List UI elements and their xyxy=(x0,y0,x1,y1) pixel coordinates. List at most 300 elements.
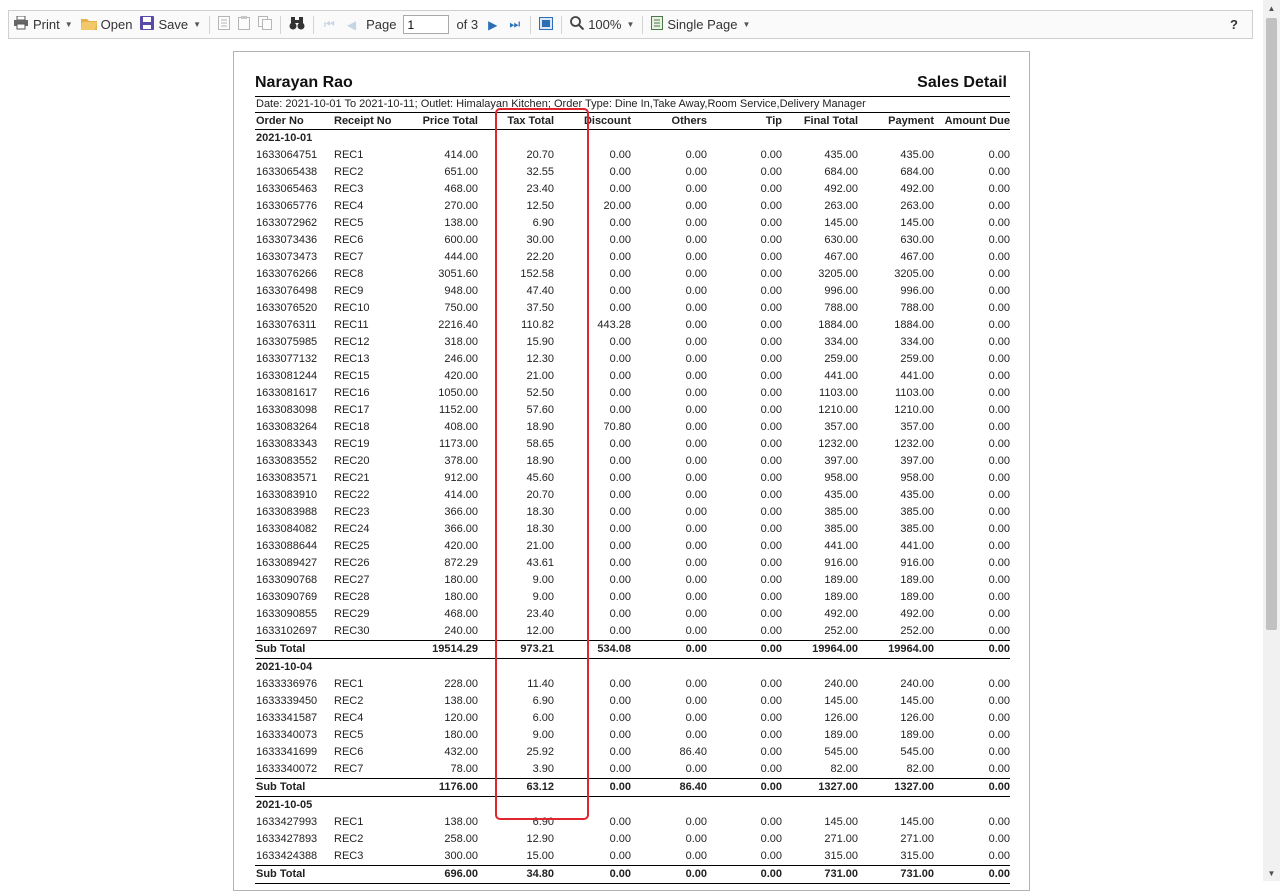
table-cell: 1633065438 xyxy=(256,166,318,178)
table-cell: 0.00 xyxy=(760,833,782,845)
table-row xyxy=(255,402,1010,419)
table-cell: REC26 xyxy=(334,557,370,569)
subtotal-cell: 696.00 xyxy=(407,866,478,884)
table-cell: 0.00 xyxy=(685,763,707,775)
table-cell: 916.00 xyxy=(824,557,858,569)
table-cell: 492.00 xyxy=(900,183,934,195)
table-cell: 0.00 xyxy=(988,506,1010,518)
subtotal-cell: 731.00 xyxy=(782,866,858,884)
table-cell: 1633076498 xyxy=(256,285,318,297)
table-cell: 0.00 xyxy=(760,183,782,195)
table-cell: 0.00 xyxy=(760,489,782,501)
table-cell: 1633090768 xyxy=(256,574,318,586)
table-cell: 0.00 xyxy=(760,404,782,416)
table-cell: 0.00 xyxy=(988,404,1010,416)
table-cell: 397.00 xyxy=(824,455,858,467)
group-date: 2021-10-01 xyxy=(256,132,313,144)
subtotal-cell: 19514.29 xyxy=(407,641,478,659)
table-cell: REC7 xyxy=(334,763,364,775)
table-cell: REC6 xyxy=(334,234,364,246)
table-cell: 318.00 xyxy=(444,336,478,348)
table-cell: 0.00 xyxy=(988,183,1010,195)
table-cell: 0.00 xyxy=(988,833,1010,845)
page-number-input[interactable] xyxy=(403,15,449,34)
table-cell: 366.00 xyxy=(444,506,478,518)
table-cell: 271.00 xyxy=(824,833,858,845)
table-cell: 78.00 xyxy=(450,763,478,775)
table-cell: 357.00 xyxy=(824,421,858,433)
table-cell: 0.00 xyxy=(685,850,707,862)
table-cell: 0.00 xyxy=(609,472,631,484)
table-cell: 0.00 xyxy=(988,438,1010,450)
table-cell: 11.40 xyxy=(527,678,554,690)
table-cell: 420.00 xyxy=(444,540,478,552)
table-cell: 1633083571 xyxy=(256,472,318,484)
table-cell: 468.00 xyxy=(444,183,478,195)
table-cell: 1633081244 xyxy=(256,370,318,382)
table-cell: 0.00 xyxy=(760,387,782,399)
table-cell: 0.00 xyxy=(609,353,631,365)
table-cell: 0.00 xyxy=(685,319,707,331)
table-cell: 1210.00 xyxy=(818,404,858,416)
table-cell: 0.00 xyxy=(609,438,631,450)
table-cell: 432.00 xyxy=(444,746,478,758)
table-cell: 958.00 xyxy=(900,472,934,484)
table-cell: 0.00 xyxy=(685,678,707,690)
table-cell: 1633065776 xyxy=(256,200,318,212)
subtotal-cell: 19964.00 xyxy=(858,641,934,659)
table-row xyxy=(255,504,1010,521)
table-cell: 0.00 xyxy=(609,489,631,501)
table-cell: 0.00 xyxy=(988,695,1010,707)
table-cell: 126.00 xyxy=(900,712,934,724)
subtotal-cell: 0.00 xyxy=(707,866,782,884)
table-cell: 0.00 xyxy=(760,234,782,246)
table-cell: 2216.40 xyxy=(438,319,478,331)
table-cell: 0.00 xyxy=(685,251,707,263)
table-cell: 0.00 xyxy=(760,438,782,450)
table-cell: 467.00 xyxy=(900,251,934,263)
table-cell: 0.00 xyxy=(609,523,631,535)
table-cell: REC19 xyxy=(334,438,370,450)
table-cell: 1633072962 xyxy=(256,217,318,229)
scroll-up-icon[interactable]: ▲ xyxy=(1267,3,1276,13)
table-row xyxy=(255,487,1010,504)
table-cell: 684.00 xyxy=(824,166,858,178)
table-cell: 1633077132 xyxy=(256,353,318,365)
table-row xyxy=(255,848,1010,866)
table-cell: 0.00 xyxy=(609,746,631,758)
table-cell: 916.00 xyxy=(900,557,934,569)
table-cell: 0.00 xyxy=(685,540,707,552)
subtotal-cell: 34.80 xyxy=(478,866,554,884)
table-cell: 6.90 xyxy=(532,217,554,229)
table-cell: 263.00 xyxy=(900,200,934,212)
table-cell: 0.00 xyxy=(609,625,631,637)
table-cell: 0.00 xyxy=(760,268,782,280)
table-cell: REC23 xyxy=(334,506,370,518)
sales-detail-table xyxy=(255,113,1010,884)
table-cell: 0.00 xyxy=(609,833,631,845)
open-button[interactable] xyxy=(77,11,137,38)
table-cell: 385.00 xyxy=(824,523,858,535)
column-header: Tax Total xyxy=(478,113,554,130)
table-cell: 138.00 xyxy=(444,695,478,707)
table-cell: 435.00 xyxy=(824,489,858,501)
subtotal-cell xyxy=(331,779,407,797)
table-cell: REC5 xyxy=(334,729,364,741)
table-cell: 0.00 xyxy=(609,763,631,775)
help-button[interactable]: ? xyxy=(1230,17,1238,32)
table-cell: 0.00 xyxy=(760,166,782,178)
table-cell: 0.00 xyxy=(988,302,1010,314)
table-cell: 0.00 xyxy=(988,608,1010,620)
table-cell: REC5 xyxy=(334,217,364,229)
table-cell: 1633083098 xyxy=(256,404,318,416)
table-cell: 110.82 xyxy=(521,319,554,331)
table-row xyxy=(255,761,1010,779)
zoom-level: 100% xyxy=(588,17,622,32)
copy-icon-button[interactable] xyxy=(254,11,276,38)
vertical-scrollbar[interactable] xyxy=(1263,0,1280,881)
table-cell: 1173.00 xyxy=(439,438,478,450)
table-cell: 468.00 xyxy=(444,608,478,620)
binoculars-icon xyxy=(289,17,305,33)
find-button[interactable] xyxy=(285,11,309,38)
table-cell: 315.00 xyxy=(900,850,934,862)
table-cell: 18.30 xyxy=(526,506,554,518)
table-cell: 3205.00 xyxy=(894,268,934,280)
table-cell: 0.00 xyxy=(988,166,1010,178)
table-cell: REC18 xyxy=(334,421,370,433)
table-cell: 23.40 xyxy=(526,183,554,195)
table-cell: 0.00 xyxy=(609,712,631,724)
table-cell: REC15 xyxy=(334,370,370,382)
table-row xyxy=(255,198,1010,215)
zoom-dropdown[interactable] xyxy=(566,11,638,38)
table-cell: 82.00 xyxy=(830,763,858,775)
table-row xyxy=(255,368,1010,385)
table-cell: 385.00 xyxy=(824,506,858,518)
scrollbar-thumb[interactable] xyxy=(1266,18,1277,630)
table-cell: REC24 xyxy=(334,523,370,535)
table-row xyxy=(255,555,1010,572)
table-cell: 788.00 xyxy=(900,302,934,314)
table-cell: REC21 xyxy=(334,472,370,484)
clipboard-icon xyxy=(238,16,250,33)
table-cell: 6.90 xyxy=(532,816,554,828)
table-cell: REC7 xyxy=(334,251,364,263)
table-cell: 414.00 xyxy=(444,149,478,161)
table-header-row xyxy=(255,113,1010,130)
table-row xyxy=(255,317,1010,334)
table-cell: 20.70 xyxy=(526,149,554,161)
table-row xyxy=(255,283,1010,300)
table-cell: 52.50 xyxy=(526,387,554,399)
first-page-icon: ⏮ xyxy=(324,17,335,31)
subtotal-cell: 0.00 xyxy=(934,779,1010,797)
table-cell: 0.00 xyxy=(760,421,782,433)
table-cell: 1633083988 xyxy=(256,506,318,518)
subtotal-cell: 0.00 xyxy=(554,779,631,797)
toolbar-divider xyxy=(280,16,281,34)
table-cell: REC13 xyxy=(334,353,370,365)
table-cell: 0.00 xyxy=(760,523,782,535)
table-cell: 545.00 xyxy=(900,746,934,758)
table-cell: 180.00 xyxy=(444,574,478,586)
table-cell: 0.00 xyxy=(988,574,1010,586)
table-row xyxy=(255,215,1010,232)
table-cell: 630.00 xyxy=(824,234,858,246)
full-screen-icon xyxy=(539,17,553,33)
table-cell: 0.00 xyxy=(760,353,782,365)
table-cell: 0.00 xyxy=(685,217,707,229)
table-cell: 435.00 xyxy=(824,149,858,161)
table-cell: 0.00 xyxy=(685,200,707,212)
table-cell: 0.00 xyxy=(685,472,707,484)
last-page-button[interactable] xyxy=(503,11,526,38)
table-cell: 0.00 xyxy=(685,370,707,382)
table-cell: 270.00 xyxy=(444,200,478,212)
table-cell: 0.00 xyxy=(685,268,707,280)
table-cell: 0.00 xyxy=(988,489,1010,501)
table-cell: 152.58 xyxy=(520,268,554,280)
print-label: Print xyxy=(33,17,60,32)
subtotal-cell: 1327.00 xyxy=(782,779,858,797)
table-cell: 120.00 xyxy=(444,712,478,724)
subtotal-cell: 86.40 xyxy=(631,779,707,797)
table-cell: 180.00 xyxy=(444,729,478,741)
group-date-row xyxy=(255,797,1010,815)
table-cell: 0.00 xyxy=(685,557,707,569)
open-label: Open xyxy=(100,17,133,32)
table-cell: 12.30 xyxy=(526,353,554,365)
next-page-icon: ▶ xyxy=(488,17,498,32)
table-cell: 145.00 xyxy=(900,695,934,707)
table-cell: 0.00 xyxy=(685,353,707,365)
report-page xyxy=(233,51,1030,891)
table-cell: 20.00 xyxy=(603,200,631,212)
table-cell: 1633075985 xyxy=(256,336,318,348)
table-cell: 0.00 xyxy=(760,200,782,212)
table-cell: 20.70 xyxy=(526,489,554,501)
table-cell: 0.00 xyxy=(760,319,782,331)
report-filter-summary: Date: 2021-10-01 To 2021-10-11; Outlet: Himalayan Kitchen; Order Type: Dine In,Take Away,Room Service,Delivery Manager xyxy=(256,98,866,110)
table-cell: 1633083343 xyxy=(256,438,318,450)
previous-page-icon: ◀ xyxy=(346,17,357,32)
table-cell: 30.00 xyxy=(526,234,554,246)
table-cell: 45.60 xyxy=(526,472,554,484)
table-cell: 0.00 xyxy=(988,763,1010,775)
table-cell: 0.00 xyxy=(685,421,707,433)
table-cell: 23.40 xyxy=(526,608,554,620)
table-cell: 0.00 xyxy=(685,387,707,399)
subtotal-cell: 731.00 xyxy=(858,866,934,884)
table-cell: 0.00 xyxy=(760,695,782,707)
table-cell: 0.00 xyxy=(685,695,707,707)
table-cell: 0.00 xyxy=(760,336,782,348)
table-cell: 0.00 xyxy=(609,234,631,246)
table-cell: 684.00 xyxy=(900,166,934,178)
table-cell: REC16 xyxy=(334,387,370,399)
table-cell: 6.00 xyxy=(532,712,554,724)
table-row xyxy=(255,249,1010,266)
table-cell: 0.00 xyxy=(760,678,782,690)
table-cell: 0.00 xyxy=(685,336,707,348)
group-date: 2021-10-04 xyxy=(256,661,313,673)
table-cell: 271.00 xyxy=(900,833,934,845)
table-cell: 25.92 xyxy=(526,746,554,758)
table-cell: 0.00 xyxy=(685,489,707,501)
print-button[interactable] xyxy=(9,11,77,38)
table-cell: 0.00 xyxy=(760,763,782,775)
column-header: Others xyxy=(631,113,707,130)
table-cell: REC17 xyxy=(334,404,370,416)
table-cell: 3051.60 xyxy=(438,268,478,280)
table-row xyxy=(255,744,1010,761)
table-cell: 0.00 xyxy=(988,387,1010,399)
scroll-down-icon[interactable]: ▼ xyxy=(1267,868,1276,878)
table-cell: 58.65 xyxy=(526,438,554,450)
table-cell: 0.00 xyxy=(685,183,707,195)
table-cell: REC20 xyxy=(334,455,370,467)
subtotal-cell: 0.00 xyxy=(707,779,782,797)
table-cell: 18.90 xyxy=(526,421,554,433)
table-cell: 958.00 xyxy=(824,472,858,484)
table-cell: 1103.00 xyxy=(819,387,858,399)
table-cell: 0.00 xyxy=(988,353,1010,365)
magnifier-icon xyxy=(570,16,584,33)
table-cell: 1633089427 xyxy=(256,557,318,569)
table-cell: REC2 xyxy=(334,695,364,707)
table-cell: 0.00 xyxy=(685,285,707,297)
column-header: Discount xyxy=(554,113,631,130)
table-row xyxy=(255,385,1010,402)
table-cell: 189.00 xyxy=(900,574,934,586)
table-cell: REC30 xyxy=(334,625,370,637)
table-cell: 0.00 xyxy=(609,302,631,314)
toolbar-divider xyxy=(561,16,562,34)
toolbar-divider xyxy=(530,16,531,34)
table-cell: 443.28 xyxy=(597,319,631,331)
table-cell: 0.00 xyxy=(609,455,631,467)
chevron-down-icon: ▼ xyxy=(193,20,202,29)
table-cell: 0.00 xyxy=(609,285,631,297)
table-cell: 651.00 xyxy=(444,166,478,178)
report-name: Sales Detail xyxy=(917,74,1007,91)
table-row xyxy=(255,164,1010,181)
table-cell: 145.00 xyxy=(900,816,934,828)
table-cell: 0.00 xyxy=(988,234,1010,246)
table-row xyxy=(255,572,1010,589)
table-cell: 259.00 xyxy=(900,353,934,365)
subtotal-cell: 19964.00 xyxy=(782,641,858,659)
table-cell: 0.00 xyxy=(760,472,782,484)
document-icon-button[interactable] xyxy=(214,11,234,38)
table-cell: 0.00 xyxy=(609,574,631,586)
column-header: Tip xyxy=(707,113,782,130)
save-button[interactable] xyxy=(136,11,205,38)
table-cell: 0.00 xyxy=(760,370,782,382)
table-cell: 18.90 xyxy=(526,455,554,467)
table-cell: 145.00 xyxy=(824,217,858,229)
table-cell: 441.00 xyxy=(900,370,934,382)
folder-icon xyxy=(81,17,97,33)
table-cell: 315.00 xyxy=(824,850,858,862)
table-cell: 1232.00 xyxy=(894,438,934,450)
table-cell: 1633081617 xyxy=(256,387,318,399)
page-label: Page xyxy=(366,17,397,32)
table-cell: 263.00 xyxy=(824,200,858,212)
table-row xyxy=(255,676,1010,693)
table-cell: 0.00 xyxy=(988,523,1010,535)
table-cell: 0.00 xyxy=(988,746,1010,758)
table-cell: 1152.00 xyxy=(439,404,478,416)
clipboard-icon-button[interactable] xyxy=(234,11,254,38)
table-cell: 1633088644 xyxy=(256,540,318,552)
subtotal-cell: 534.08 xyxy=(554,641,631,659)
table-cell: 0.00 xyxy=(988,472,1010,484)
table-row xyxy=(255,710,1010,727)
table-cell: REC28 xyxy=(334,591,370,603)
table-cell: 0.00 xyxy=(988,591,1010,603)
table-cell: 1633076520 xyxy=(256,302,318,314)
table-cell: 0.00 xyxy=(760,217,782,229)
table-cell: 1633102697 xyxy=(256,625,318,637)
subtotal-cell: 0.00 xyxy=(631,866,707,884)
table-cell: 240.00 xyxy=(824,678,858,690)
table-cell: 240.00 xyxy=(444,625,478,637)
table-cell: REC6 xyxy=(334,746,364,758)
table-cell: 1050.00 xyxy=(438,387,478,399)
table-cell: REC29 xyxy=(334,608,370,620)
table-cell: 0.00 xyxy=(988,712,1010,724)
first-page-button[interactable] xyxy=(318,11,341,38)
table-cell: 1633427893 xyxy=(256,833,318,845)
table-cell: 334.00 xyxy=(900,336,934,348)
table-cell: 1633083552 xyxy=(256,455,318,467)
table-cell: REC27 xyxy=(334,574,370,586)
table-cell: 0.00 xyxy=(685,574,707,586)
view-mode-dropdown[interactable] xyxy=(647,11,754,38)
next-page-button[interactable] xyxy=(482,11,503,38)
table-cell: 1633065463 xyxy=(256,183,318,195)
group-date-row xyxy=(255,659,1010,677)
table-cell: 435.00 xyxy=(900,149,934,161)
table-cell: 300.00 xyxy=(444,850,478,862)
table-cell: 32.55 xyxy=(526,166,554,178)
previous-page-button[interactable] xyxy=(341,11,362,38)
page-count: of 3 xyxy=(456,17,479,32)
full-screen-button[interactable] xyxy=(535,11,557,38)
report-viewer-toolbar xyxy=(8,10,1253,39)
table-cell: 0.00 xyxy=(685,166,707,178)
table-cell: 0.00 xyxy=(988,200,1010,212)
table-cell: 138.00 xyxy=(444,816,478,828)
table-cell: 0.00 xyxy=(609,370,631,382)
title-divider xyxy=(255,96,1010,97)
table-cell: 0.00 xyxy=(609,387,631,399)
table-cell: 0.00 xyxy=(685,816,707,828)
table-cell: 0.00 xyxy=(609,268,631,280)
table-cell: 1633339450 xyxy=(256,695,318,707)
table-cell: 1210.00 xyxy=(894,404,934,416)
table-cell: 252.00 xyxy=(824,625,858,637)
table-cell: 57.60 xyxy=(526,404,554,416)
document-icon xyxy=(218,16,230,33)
table-cell: 996.00 xyxy=(824,285,858,297)
table-row xyxy=(255,538,1010,555)
